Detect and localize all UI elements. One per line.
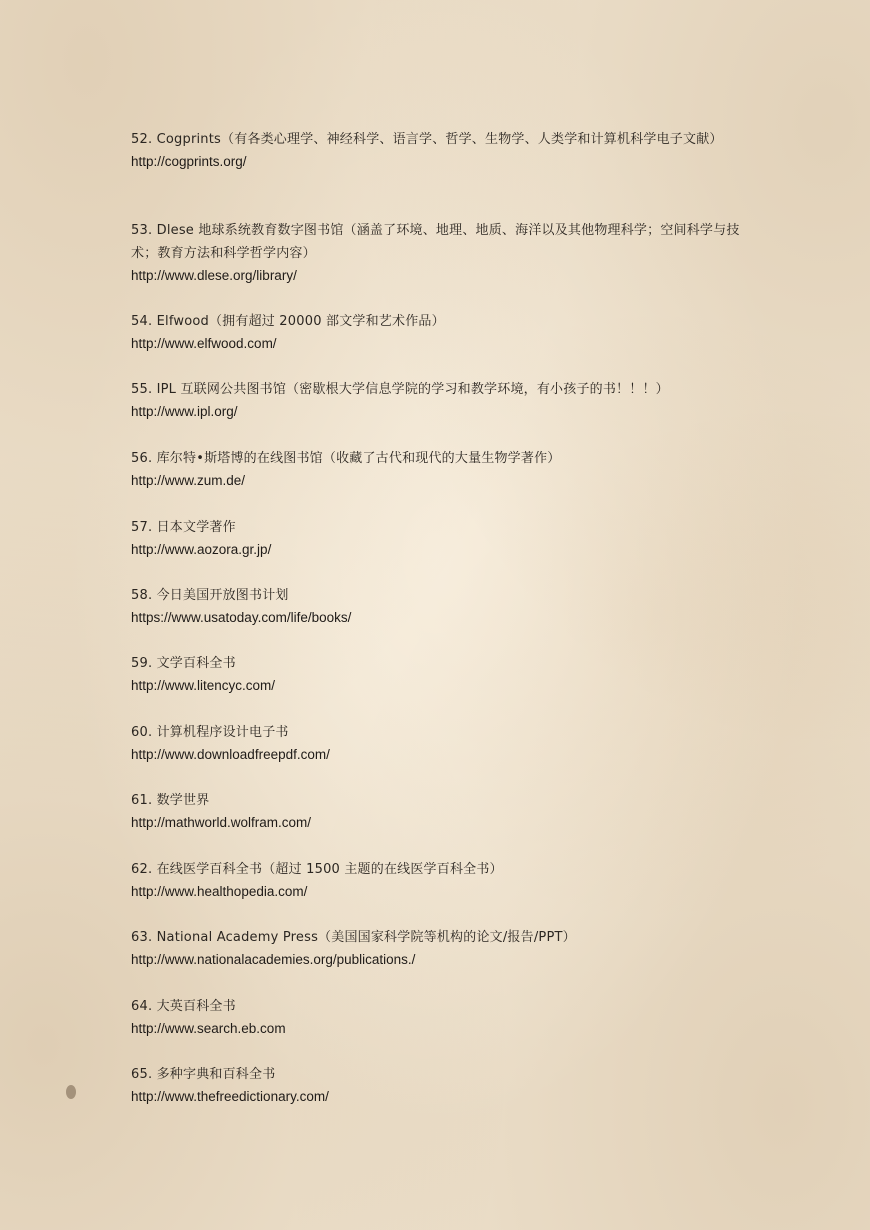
entry-url[interactable]: https://www.usatoday.com/life/books/ (131, 610, 352, 625)
entry-title: 62. 在线医学百科全书（超过 1500 主题的在线医学百科全书） (131, 862, 503, 877)
list-item (131, 378, 751, 423)
entry-title: 54. Elfwood（拥有超过 20000 部文学和艺术作品） (131, 314, 445, 329)
list-item (131, 128, 751, 173)
entry-url[interactable]: http://www.litencyc.com/ (131, 678, 276, 693)
list-item (131, 310, 751, 355)
entry-url[interactable]: http://www.ipl.org/ (131, 404, 238, 419)
entry-title: 52. Cogprints（有各类心理学、神经科学、语言学、哲学、生物学、人类学和计算机科学电子文献） (131, 132, 723, 147)
entry-url[interactable]: http://www.nationalacademies.org/publications./ (131, 952, 416, 967)
entry-url[interactable]: http://www.aozora.gr.jp/ (131, 542, 272, 557)
list-item (131, 584, 751, 629)
list-item (131, 858, 751, 903)
list-item (131, 447, 751, 492)
entry-url[interactable]: http://www.dlese.org/library/ (131, 268, 297, 283)
entry-title: 63. National Academy Press（美国国家科学院等机构的论文/报告/PPT） (131, 930, 576, 945)
entry-url[interactable]: http://www.zum.de/ (131, 473, 246, 488)
entry-url[interactable]: http://mathworld.wolfram.com/ (131, 815, 312, 830)
entry-title: 56. 库尔特•斯塔博的在线图书馆（收藏了古代和现代的大量生物学著作） (131, 451, 561, 466)
list-item (131, 219, 751, 287)
entry-title: 53. Dlese 地球系统教育数字图书馆（涵盖了环境、地理、地质、海洋以及其他物理科学；空间科学与技术；教育方法和科学哲学内容） (131, 223, 740, 261)
list-item (131, 789, 751, 834)
entry-title: 60. 计算机程序设计电子书 (131, 725, 289, 740)
list-item (131, 926, 751, 971)
entry-title: 64. 大英百科全书 (131, 999, 236, 1014)
entry-url[interactable]: http://cogprints.org/ (131, 154, 247, 169)
list-item (131, 516, 751, 561)
entry-url[interactable]: http://www.search.eb.com (131, 1021, 286, 1036)
list-item (131, 995, 751, 1040)
entry-url[interactable]: http://www.elfwood.com/ (131, 336, 277, 351)
entry-url[interactable]: http://www.healthopedia.com/ (131, 884, 308, 899)
entry-url[interactable]: http://www.downloadfreepdf.com/ (131, 747, 330, 762)
entry-title: 55. IPL 互联网公共图书馆（密歇根大学信息学院的学习和教学环境，有小孩子的书！！！） (131, 382, 669, 397)
list-item (131, 652, 751, 697)
entry-title: 61. 数学世界 (131, 793, 210, 808)
paper-stain (66, 1085, 76, 1099)
entry-title: 57. 日本文学著作 (131, 520, 236, 535)
entry-title: 59. 文学百科全书 (131, 656, 236, 671)
list-item (131, 1063, 751, 1108)
entry-title: 65. 多种字典和百科全书 (131, 1067, 276, 1082)
entry-title: 58. 今日美国开放图书计划 (131, 588, 289, 603)
list-item (131, 721, 751, 766)
entry-url[interactable]: http://www.thefreedictionary.com/ (131, 1089, 329, 1104)
